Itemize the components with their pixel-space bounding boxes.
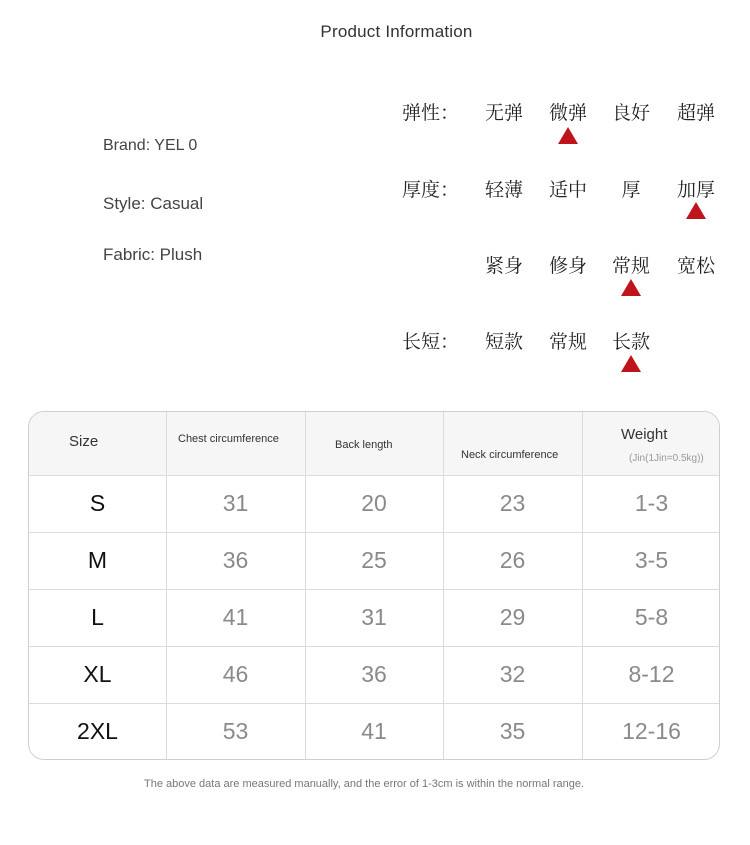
attr-row-elasticity xyxy=(0,98,750,128)
attr-option: 轻薄 xyxy=(484,179,523,201)
cell-back: 36 xyxy=(361,661,387,687)
selected-marker-icon xyxy=(621,279,641,296)
attr-option: 紧身 xyxy=(484,255,523,277)
brand-text: Brand: YEL 0 xyxy=(103,137,198,154)
attr-option: 常规 xyxy=(611,255,650,277)
attr-option: 长款 xyxy=(611,331,650,353)
cell-size: 2XL xyxy=(77,718,118,744)
cell-weight: 5-8 xyxy=(634,604,669,630)
cell-back: 25 xyxy=(361,547,387,573)
cell-neck: 26 xyxy=(499,547,526,573)
header-weight: Weight xyxy=(621,426,668,443)
cell-back: 20 xyxy=(361,490,387,516)
cell-back: 31 xyxy=(361,604,387,630)
product-info-title: Product Information xyxy=(320,22,473,41)
attr-row-thickness xyxy=(0,175,750,205)
attr-option: 修身 xyxy=(548,255,587,277)
attr-label-elasticity: 弹性： xyxy=(402,102,460,124)
selected-marker-icon xyxy=(621,355,641,372)
attr-option: 厚 xyxy=(621,179,641,201)
selected-marker-icon xyxy=(558,127,578,144)
cell-chest: 41 xyxy=(222,604,249,630)
cell-chest: 53 xyxy=(222,718,249,744)
attr-option: 常规 xyxy=(548,331,587,353)
cell-weight: 12-16 xyxy=(622,718,681,744)
cell-chest: 31 xyxy=(222,490,249,516)
attr-row-fit xyxy=(0,251,750,281)
measurement-note: The above data are measured manually, and the error of 1-3cm is within the normal range. xyxy=(143,778,585,790)
cell-size: L xyxy=(91,604,104,630)
header-back: Back length xyxy=(335,439,393,451)
fabric-text: Fabric: Plush xyxy=(103,245,203,264)
header-weight-unit: (Jin(1Jin=0.5kg)) xyxy=(629,453,704,464)
attr-option: 微弹 xyxy=(548,102,587,124)
cell-weight: 1-3 xyxy=(634,490,669,516)
cell-neck: 32 xyxy=(499,661,526,687)
header-size: Size xyxy=(69,433,99,450)
header-chest: Chest circumference xyxy=(178,433,279,445)
attr-label-length: 长短： xyxy=(402,331,460,353)
attr-option: 良好 xyxy=(611,102,650,124)
style-text: Style: Casual xyxy=(103,194,204,213)
attr-option: 宽松 xyxy=(676,255,715,277)
attr-option: 无弹 xyxy=(484,102,523,124)
attr-option: 加厚 xyxy=(676,179,715,201)
cell-chest: 46 xyxy=(222,661,249,687)
selected-marker-icon xyxy=(686,202,706,219)
cell-weight: 8-12 xyxy=(628,661,675,687)
cell-back: 41 xyxy=(361,718,387,744)
cell-weight: 3-5 xyxy=(634,547,669,573)
size-table xyxy=(28,411,720,760)
cell-size: M xyxy=(87,547,108,573)
cell-size: S xyxy=(89,490,106,516)
cell-chest: 36 xyxy=(222,547,249,573)
attr-row-length xyxy=(0,327,750,357)
attr-label-thickness: 厚度： xyxy=(402,179,460,201)
cell-neck: 29 xyxy=(499,604,526,630)
header-neck: Neck circumference xyxy=(461,449,559,461)
cell-neck: 23 xyxy=(499,490,526,516)
attr-option: 短款 xyxy=(484,331,523,353)
cell-neck: 35 xyxy=(499,718,526,744)
cell-size: XL xyxy=(83,661,112,687)
attr-option: 超弹 xyxy=(676,102,715,124)
attr-option: 适中 xyxy=(548,179,587,201)
